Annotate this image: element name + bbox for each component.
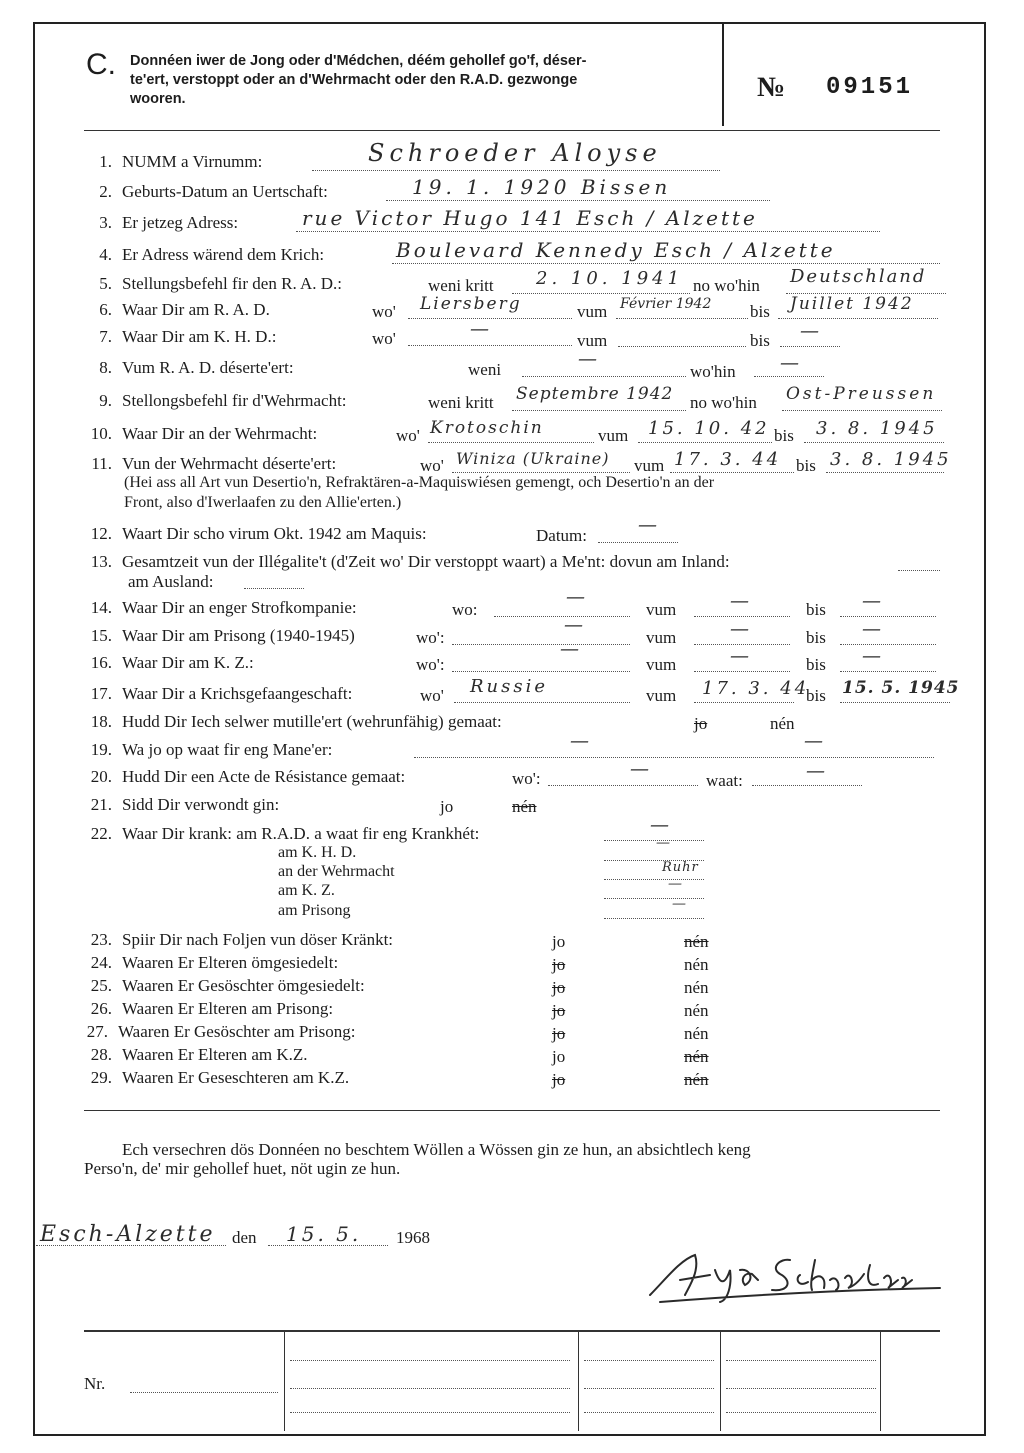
q7-vum-label: vum — [577, 331, 608, 350]
q16-from[interactable]: — — [730, 645, 751, 667]
q19-value-b[interactable]: — — [804, 730, 825, 752]
q15-place[interactable]: — — [564, 614, 585, 636]
q14-place-line — [494, 616, 630, 617]
q23-no-option[interactable]: nén — [684, 932, 709, 951]
q28-yes-option[interactable]: jo — [552, 1047, 566, 1066]
q6-from-line — [616, 318, 748, 319]
signature — [640, 1240, 960, 1310]
q22-label: 22. Waar Dir krank: am R.A.D. a waat fir eng Krankhét: — [90, 824, 480, 843]
header-divider — [722, 24, 724, 126]
q21-no-option[interactable]: nén — [512, 797, 537, 816]
q11-from[interactable]: 17. 3. 44 — [674, 449, 782, 470]
q11-wo-label: wo' — [420, 456, 444, 475]
q6-wo-label: wo' — [372, 302, 396, 321]
q17-label: 17. Waar Dir a Krichsgefaangeschaft: — [90, 684, 353, 703]
footer-line-6 — [584, 1412, 714, 1413]
header-rule — [84, 130, 940, 131]
q13-label: 13. Gesamtzeit vun der Illégalite't (d'Zeit wo' Dir verstoppt waart) a Me'nt: dovun am Inland: — [90, 552, 730, 571]
q20-waat-label: waat: — [706, 771, 743, 790]
q15-to-line — [840, 644, 936, 645]
q8-date[interactable]: — — [578, 348, 599, 370]
q5-place[interactable]: Deutschland — [790, 266, 927, 287]
q22-rad-line — [604, 840, 704, 841]
signing-date[interactable]: 15. 5. — [286, 1222, 362, 1246]
q24-no-option[interactable]: nén — [684, 955, 709, 974]
q17-place-line — [454, 702, 630, 703]
q17-from-line — [694, 702, 794, 703]
q1-label: 1. NUMM a Virnumm: — [99, 152, 263, 171]
q22-kz-line — [604, 898, 704, 899]
q2-value[interactable]: 19. 1. 1920 Bissen — [412, 175, 672, 199]
section-rule — [84, 1110, 940, 1111]
q14-vum-label: vum — [646, 600, 677, 619]
footer-rule-top — [84, 1330, 940, 1332]
q22-rad-value[interactable]: — — [650, 814, 671, 836]
q13-inland-line — [898, 570, 940, 571]
q27-no-option[interactable]: nén — [684, 1024, 709, 1043]
q11-bis-label: bis — [796, 456, 816, 475]
signing-den-label: den — [232, 1228, 257, 1247]
q9-wohin-label: no wo'hin — [690, 393, 757, 412]
q12-date[interactable]: — — [638, 514, 659, 536]
q17-from[interactable]: 17. 3. 44 — [702, 678, 810, 699]
q20-place[interactable]: — — [630, 758, 651, 780]
q19-value-a[interactable]: — — [570, 730, 591, 752]
q24-label: 24. Waaren Er Elteren ömgesiedelt: — [90, 953, 339, 972]
q9-weni-label: weni kritt — [428, 393, 494, 412]
q25-label: 25. Waaren Er Gesöschter ömgesiedelt: — [90, 976, 365, 995]
q11-to[interactable]: 3. 8. 1945 — [830, 449, 952, 470]
q8-date-line — [522, 376, 686, 377]
q14-from[interactable]: — — [730, 590, 751, 612]
signing-place-line — [36, 1245, 226, 1246]
q18-no-option[interactable]: nén — [770, 714, 795, 733]
q22-prisong-label: am Prisong — [278, 902, 351, 919]
header-title-line3: wooren. — [130, 91, 186, 107]
q14-from-line — [694, 616, 790, 617]
q26-no-option[interactable]: nén — [684, 1001, 709, 1020]
q15-wo-label: wo': — [416, 628, 445, 647]
q9-date-line — [512, 410, 686, 411]
q7-wo-label: wo' — [372, 329, 396, 348]
q15-label: 15. Waar Dir am Prisong (1940-1945) — [90, 626, 355, 645]
q26-label: 26. Waaren Er Elteren am Prisong: — [90, 999, 334, 1018]
q11-from-line — [670, 472, 794, 473]
footer-line-4 — [584, 1360, 714, 1361]
q3-line — [296, 231, 880, 232]
q14-to-line — [840, 616, 936, 617]
q12-date-line — [598, 542, 678, 543]
q29-label: 29. Waaren Er Geseschteren am K.Z. — [90, 1068, 350, 1087]
q15-place-line — [452, 644, 630, 645]
q22-khd-value[interactable]: — — [656, 835, 672, 851]
footer-line-3 — [290, 1412, 570, 1413]
q24-yes-option[interactable]: jo — [552, 955, 566, 974]
footer-col-divider-4 — [880, 1331, 881, 1431]
q10-from[interactable]: 15. 10. 42 — [648, 418, 770, 439]
q11-note-line2: Front, also d'Iwerlaafen zu den Allie'erten.) — [124, 494, 402, 511]
q14-bis-label: bis — [806, 600, 826, 619]
q11-place-line — [452, 472, 630, 473]
q7-to[interactable]: — — [800, 320, 821, 342]
q14-place[interactable]: — — [566, 586, 587, 608]
q17-place[interactable]: Russie — [470, 676, 549, 697]
footer-line-1 — [290, 1360, 570, 1361]
q6-bis-label: bis — [750, 302, 770, 321]
q19-label: 19. Wa jo op waat fir eng Mane'er: — [90, 740, 333, 759]
q22-prisong-line — [604, 918, 704, 919]
footer-col-divider-1 — [284, 1331, 285, 1431]
signing-year: 1968 — [396, 1228, 430, 1247]
section-letter: C. — [86, 48, 116, 81]
q15-bis-label: bis — [806, 628, 826, 647]
q5-weni-label: weni kritt — [428, 276, 494, 295]
q10-to-line — [804, 442, 944, 443]
q28-no-option[interactable]: nén — [684, 1047, 709, 1066]
q12-label: 12. Waart Dir scho virum Okt. 1942 am Maquis: — [90, 524, 427, 543]
q6-from[interactable]: Février 1942 — [620, 296, 712, 312]
q13-ausland-line — [244, 588, 304, 589]
q10-place-line — [428, 442, 594, 443]
q15-to[interactable]: — — [862, 618, 883, 640]
footer-nr-label: Nr. — [84, 1374, 106, 1393]
q11-place[interactable]: Winiza (Ukraine) — [456, 449, 610, 468]
q20-what-line — [752, 785, 862, 786]
q3-value[interactable]: rue Victor Hugo 141 Esch / Alzette — [302, 206, 758, 230]
q11-note-line1: (Hei ass all Art vun Desertio'n, Refraktären-a-Maquiswiésen gemengt, och Desertio'n an der — [124, 474, 715, 491]
header-title-line2: te'ert, verstoppt oder an d'Wehrmacht oder den R.A.D. gezwonge — [130, 72, 578, 88]
q10-bis-label: bis — [774, 426, 794, 445]
q9-place[interactable]: Ost-Preussen — [786, 384, 937, 404]
q13-ausland-label: am Ausland: — [128, 572, 214, 591]
q15-vum-label: vum — [646, 628, 677, 647]
q6-to[interactable]: Juillet 1942 — [790, 294, 914, 314]
q10-vum-label: vum — [598, 426, 629, 445]
q27-yes-option[interactable]: jo — [552, 1024, 566, 1043]
q17-to-line — [840, 702, 950, 703]
q16-wo-label: wo': — [416, 655, 445, 674]
q1-line — [312, 170, 720, 171]
q22-prisong-value[interactable]: — — [672, 896, 688, 912]
q9-date[interactable]: Septembre 1942 — [516, 384, 674, 404]
q16-place-line — [452, 671, 630, 672]
footer-line-2 — [290, 1388, 570, 1389]
q10-place[interactable]: Krotoschin — [430, 418, 544, 438]
q10-label: 10. Waar Dir an der Wehrmacht: — [90, 424, 318, 443]
q16-label: 16. Waar Dir am K. Z.: — [90, 653, 254, 672]
q20-wo-label: wo': — [512, 769, 541, 788]
q2-label: 2. Geburts-Datum an Uertschaft: — [99, 182, 328, 201]
q6-place[interactable]: Liersberg — [420, 294, 522, 314]
q21-label: 21. Sidd Dir verwondt gin: — [90, 795, 280, 814]
q5-date[interactable]: 2. 10. 1941 — [536, 268, 684, 289]
q6-to-line — [778, 318, 938, 319]
q4-value[interactable]: Boulevard Kennedy Esch / Alzette — [396, 238, 836, 262]
declaration-line1: Ech versechren dös Donnéen no beschtem Wöllen a Wössen gin ze hun, an absichtlech keng — [122, 1140, 751, 1159]
q7-label: 7. Waar Dir am K. H. D.: — [99, 327, 277, 346]
q18-label: 18. Hudd Dir Iech selwer mutille'ert (wehrunfähig) gemaat: — [90, 712, 502, 731]
q9-place-line — [782, 410, 942, 411]
declaration-line2: Perso'n, de' mir gehollef huet, nöt ugin ze hun. — [84, 1159, 401, 1178]
q7-place[interactable]: — — [470, 318, 491, 340]
footer-line-5 — [584, 1388, 714, 1389]
q4-line — [392, 263, 940, 264]
number-symbol: № — [757, 72, 786, 103]
q21-yes-option[interactable]: jo — [440, 797, 454, 816]
q18-yes-option[interactable]: jo — [694, 714, 708, 733]
q16-bis-label: bis — [806, 655, 826, 674]
footer-line-9 — [726, 1412, 876, 1413]
q14-wo-label: wo: — [452, 600, 478, 619]
q20-what[interactable]: — — [806, 760, 827, 782]
q22-wehrmacht-line — [604, 879, 704, 880]
q8-weni-label: weni — [468, 360, 502, 379]
q25-no-option[interactable]: nén — [684, 978, 709, 997]
q17-bis-label: bis — [806, 686, 826, 705]
q16-to[interactable]: — — [862, 645, 883, 667]
q7-from-line — [618, 346, 746, 347]
q7-bis-label: bis — [750, 331, 770, 350]
q23-yes-option[interactable]: jo — [552, 932, 566, 951]
q5-wohin-label: no wo'hin — [693, 276, 760, 295]
q20-place-line — [548, 785, 698, 786]
q10-to[interactable]: 3. 8. 1945 — [816, 418, 938, 439]
footer-col-divider-3 — [720, 1331, 721, 1431]
footer-line-7 — [726, 1360, 876, 1361]
q7-place-line — [408, 345, 572, 346]
q22-kz-value[interactable]: — — [668, 876, 684, 892]
q28-label: 28. Waaren Er Elteren am K.Z. — [90, 1045, 308, 1064]
q11-vum-label: vum — [634, 456, 665, 475]
header-title-line1: Donnéen iwer de Jong oder d'Médchen, déém gehollef go'f, déser- — [130, 53, 587, 69]
q10-from-line — [638, 442, 772, 443]
q1-value[interactable]: Schroeder Aloyse — [368, 139, 662, 167]
footer-col-divider-2 — [578, 1331, 579, 1431]
q27-label: 27. Waaren Er Gesöschter am Prisong: — [86, 1022, 356, 1041]
q22-wehrmacht-label: an der Wehrmacht — [278, 863, 395, 880]
q17-wo-label: wo' — [420, 686, 444, 705]
q26-yes-option[interactable]: jo — [552, 1001, 566, 1020]
q14-label: 14. Waar Dir an enger Strofkompanie: — [90, 598, 357, 617]
q16-to-line — [840, 671, 936, 672]
q3-label: 3. Er jetzeg Adress: — [99, 213, 239, 232]
q17-to[interactable]: 15. 5. 1945 — [842, 678, 960, 698]
q8-wohin-label: wo'hin — [690, 362, 736, 381]
q5-label: 5. Stellungsbefehl fir den R. A. D.: — [99, 274, 343, 293]
q11-to-line — [826, 472, 944, 473]
q29-no-option[interactable]: nén — [684, 1070, 709, 1089]
q16-from-line — [694, 671, 790, 672]
q22-kz-label: am K. Z. — [278, 882, 335, 899]
q11-label: 11. Vun der Wehrmacht déserte'ert: — [91, 454, 337, 473]
q8-place[interactable]: — — [780, 352, 801, 374]
q17-vum-label: vum — [646, 686, 677, 705]
q12-datum-label: Datum: — [536, 526, 587, 545]
q7-to-line — [780, 346, 840, 347]
q23-label: 23. Spiir Dir nach Foljen vun döser Kränkt: — [90, 930, 394, 949]
footer-nr-line — [130, 1392, 278, 1393]
q14-to[interactable]: — — [862, 590, 883, 612]
q15-from[interactable]: — — [730, 618, 751, 640]
q6-vum-label: vum — [577, 302, 608, 321]
q16-vum-label: vum — [646, 655, 677, 674]
q22-wehrmacht-value[interactable]: Ruhr — [662, 860, 699, 875]
q19-line — [414, 757, 934, 758]
q4-label: 4. Er Adress wärend dem Krich: — [99, 245, 325, 264]
q6-label: 6. Waar Dir am R. A. D. — [99, 300, 270, 319]
q8-place-line — [754, 376, 824, 377]
q9-label: 9. Stellongsbefehl fir d'Wehrmacht: — [99, 391, 347, 410]
q2-line — [386, 200, 770, 201]
q25-yes-option[interactable]: jo — [552, 978, 566, 997]
form-number: 09151 — [826, 74, 914, 101]
q10-wo-label: wo' — [396, 426, 420, 445]
q8-label: 8. Vum R. A. D. déserte'ert: — [99, 358, 294, 377]
q20-label: 20. Hudd Dir een Acte de Résistance gemaat: — [90, 767, 406, 786]
q16-place[interactable]: — — [560, 638, 581, 660]
q29-yes-option[interactable]: jo — [552, 1070, 566, 1089]
footer-line-8 — [726, 1388, 876, 1389]
q22-khd-label: am K. H. D. — [278, 844, 357, 861]
q5-date-line — [512, 293, 690, 294]
signing-place[interactable]: Esch-Alzette — [40, 1222, 216, 1247]
